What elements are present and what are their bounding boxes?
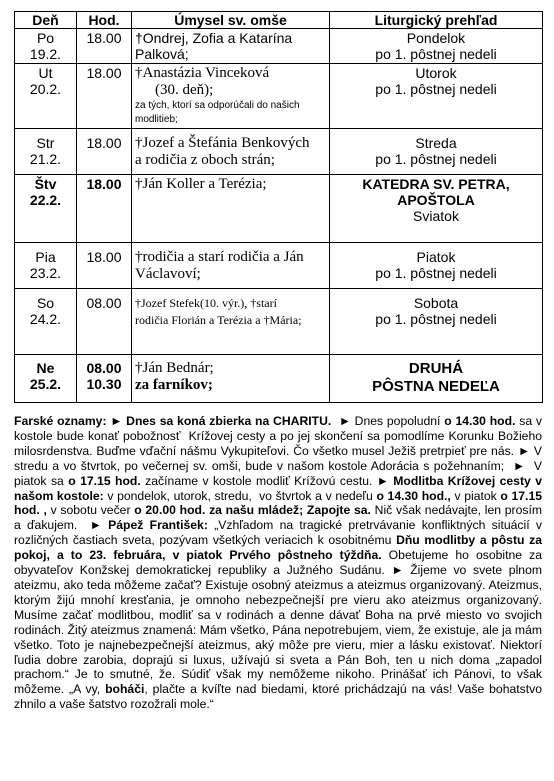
- hour-cell: 18.00: [77, 129, 132, 175]
- announcement-text: sa v kostole bude konať pobožnosť Krížovej cesty a po jej skončení sa pomodlíme Korunku Božieho milosrdenstva. Buďme vďační nášmu Vykupiteľovi. Čo všetko musel Ježiš pretrpieť pre nás. ► V stredu a vo štvrtok, po večernej sv. omši, bude v našom kostole Adorácia s požehnaním; ► V piatok sa: [14, 414, 546, 488]
- announcement-bold-text: o 17.15 hod.: [68, 473, 141, 488]
- liturgy-line: po 1. pôstnej nedeli: [375, 151, 497, 167]
- hour-value: 10.30: [86, 376, 122, 392]
- liturgy-cell: [330, 64, 543, 129]
- day-cell: [15, 129, 77, 175]
- day-name: Pia: [35, 249, 56, 265]
- announcement-bold-text: Modlitba Krížovej cesty v našom kostole:: [14, 473, 546, 503]
- intention-line: †Jozef Stefek(10. výr.), †starí: [135, 296, 277, 310]
- intention-line: Václavoví;: [135, 266, 201, 282]
- hour-cell: [77, 355, 132, 403]
- liturgy-line: Pondelok: [406, 30, 466, 46]
- intention-note: za tých, ktorí sa odporúčali do našich: [135, 100, 300, 111]
- announcement-text: , plačte a kvíľte nad biedami, ktoré prichádzajú na vás! Vaše bohatstvo zhnilo a vaše šatstvo rozožrali mole.“: [14, 682, 546, 712]
- liturgy-line: po 1. pôstnej nedeli: [375, 81, 497, 97]
- announcement-text: v pondelok, utorok, stredu, vo štvrtok a v nedeľu: [103, 488, 377, 503]
- table-row: [15, 64, 543, 129]
- intention-cell: [132, 243, 330, 289]
- day-cell: [15, 64, 77, 129]
- table-row: [15, 355, 543, 403]
- header-liturgy: Liturgický prehľad: [330, 12, 543, 29]
- hour-cell: 18.00: [77, 64, 132, 129]
- announcement-bold-text: Dňu modlitby a pôstu za pokoj, a to 23. februára, v piatok Prvého pôstneho týždňa.: [14, 533, 546, 563]
- day-date: 22.2.: [29, 192, 62, 208]
- hour-value: 08.00: [86, 360, 122, 376]
- day-name: Štv: [34, 176, 57, 192]
- announcement-bold-text: Pápež František:: [108, 518, 208, 533]
- header-intention: Úmysel sv. omše: [132, 12, 330, 29]
- table-row: [15, 29, 543, 64]
- liturgy-line: Piatok: [416, 249, 456, 265]
- day-name: Ne: [36, 360, 55, 376]
- intention-note: modlitieb;: [135, 114, 178, 125]
- day-cell: [15, 355, 77, 403]
- liturgy-cell: [330, 243, 543, 289]
- day-date: 25.2.: [29, 376, 62, 392]
- mass-schedule-table: [14, 11, 543, 403]
- day-name: Po: [36, 30, 55, 46]
- announcement-bold-text: o 17.15 hod. ,: [14, 488, 546, 518]
- intention-cell: [132, 355, 330, 403]
- day-date: 24.2.: [29, 311, 62, 327]
- announcement-bold-text: o 14.30 hod.: [444, 414, 516, 428]
- header-day: Deň: [15, 12, 77, 29]
- announcement-bold-text: Dnes sa koná zbierka na CHARITU.: [126, 414, 332, 428]
- liturgy-cell: [330, 289, 543, 355]
- day-cell: [15, 243, 77, 289]
- announcement-text: v piatok: [450, 488, 501, 503]
- announcement-text: ►: [110, 414, 127, 428]
- feast-title: DRUHÁ: [408, 360, 464, 377]
- feast-title: KATEDRA SV. PETRA,: [362, 176, 510, 192]
- day-date: 20.2.: [29, 81, 62, 97]
- feast-title: PÔSTNA NEDEĽA: [372, 378, 500, 395]
- hour-cell: 18.00: [77, 243, 132, 289]
- liturgy-line: Sobota: [413, 295, 459, 311]
- day-name: Str: [36, 135, 55, 151]
- liturgy-cell: [330, 29, 543, 64]
- intention-line: †Jozef a Štefánia Benkových: [135, 135, 310, 151]
- liturgy-line: Sviatok: [413, 208, 459, 224]
- day-cell: [15, 289, 77, 355]
- hour-cell: 08.00: [77, 289, 132, 355]
- liturgy-cell: [330, 129, 543, 175]
- day-name: Ut: [38, 65, 53, 81]
- header-hour: Hod.: [77, 12, 132, 29]
- announcement-bold-text: Farské oznamy:: [14, 414, 111, 428]
- table-row: [15, 289, 543, 355]
- intention-line: a rodičia z oboch strán;: [135, 152, 275, 168]
- announcement-text: Nič však nedávajte, len prosím a ďakujem. ►: [14, 503, 546, 533]
- day-date: 19.2.: [29, 46, 62, 62]
- day-name: So: [36, 295, 55, 311]
- hour-cell: 18.00: [77, 29, 132, 64]
- announcement-text: v sobotu večer: [46, 503, 135, 518]
- announcement-bold-text: o 14.30 hod.,: [376, 488, 451, 503]
- announcement-text: ► Dnes popoludní: [331, 414, 445, 428]
- liturgy-line: po 1. pôstnej nedeli: [375, 265, 497, 281]
- day-date: 23.2.: [29, 265, 62, 281]
- intention-line: za farníkov;: [135, 377, 213, 393]
- liturgy-line: Utorok: [415, 65, 457, 81]
- intention-line: †Ondrej, Zofia a Katarína: [135, 30, 293, 46]
- intention-line: †Anastázia Vinceková: [135, 65, 270, 81]
- day-date: 21.2.: [29, 151, 62, 167]
- intention-cell: [132, 175, 330, 243]
- table-row: [15, 175, 543, 243]
- announcement-bold-text: o 20.00 hod. za našu mládež; Zapojte sa.: [134, 503, 371, 518]
- table-row: [15, 243, 543, 289]
- intention-cell: [132, 289, 330, 355]
- intention-line: rodičia Florián a Terézia a †Mária;: [135, 313, 302, 327]
- feast-title: APOŠTOLA: [397, 192, 475, 208]
- announcement-text: „Vzhľadom na tragické pretrvávanie konfliktných situácií v rozličných častiach sveta, pozývam všetkých veriacich k osobitnému: [14, 518, 546, 548]
- table-header-row: [15, 12, 543, 29]
- parish-announcements: [14, 414, 546, 712]
- intention-line: (30. deň);: [155, 82, 214, 98]
- announcement-text: Obetujeme ho osobitne za obyvateľov Konžskej demokratickej republiky a Južného Sudánu. ► Žijeme vo svete plnom ateizmu, ako teda môžeme začať? Existuje osobný ateizmus a ateizmus organizovaný. Ateizmus, ktorým žijú mnohí kresťania, je omnoho nebezpečnejší pre vieru ako ateizmus organizovaný. Musíme začať modlitbou, modliť sa v rodinách a denne dávať Boha na prvé miesto vo svojich rodinách. Žitý ateizmus znamená: Mám všetko, Pána nepotrebujem, viem, že existuje, ale ja mám všetko. Toto je najnebezpečnejší ateizmus, aký môže pre vieru, mier a lásku existovať. Niektorí ľudia dobre zarobia, doprajú si luxus, užívajú si sveta a Pán Boh, ten u nich doma „zapadol prachom.“ Je to smutné, že. Súdiť však my nemôžeme nikoho. Prinášať ich Pánovi, to však môžeme. „A vy,: [14, 548, 546, 697]
- liturgy-line: po 1. pôstnej nedeli: [375, 46, 497, 62]
- liturgy-cell: [330, 355, 543, 403]
- intention-line: †Ján Bednár;: [135, 360, 214, 376]
- intention-line: Palková;: [135, 46, 189, 62]
- intention-cell: [132, 129, 330, 175]
- liturgy-cell: [330, 175, 543, 243]
- table-row: [15, 129, 543, 175]
- intention-cell: [132, 29, 330, 64]
- day-cell: [15, 175, 77, 243]
- announcement-bold-text: boháči: [105, 682, 145, 697]
- day-cell: [15, 29, 77, 64]
- hour-cell: 18.00: [77, 175, 132, 243]
- liturgy-line: po 1. pôstnej nedeli: [375, 311, 497, 327]
- intention-line: †Ján Koller a Terézia;: [135, 176, 267, 192]
- announcement-text: začíname v kostole modliť Krížovú cestu. ►: [140, 473, 394, 488]
- intention-line: †rodičia a starí rodičia a Ján: [135, 249, 304, 265]
- liturgy-line: Streda: [415, 135, 457, 151]
- intention-cell: [132, 64, 330, 129]
